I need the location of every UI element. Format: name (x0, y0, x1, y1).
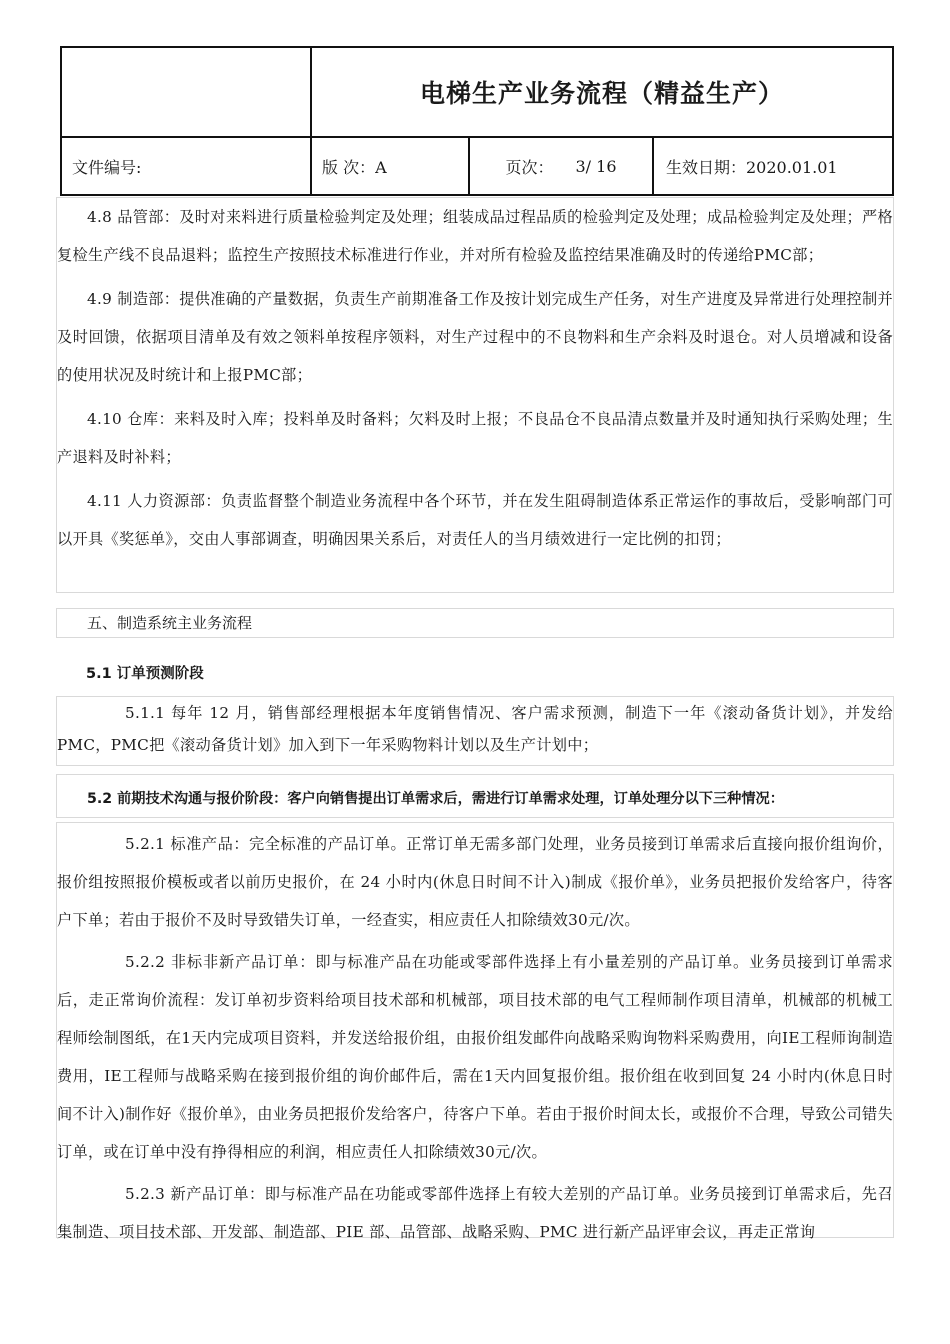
paragraph-5-2-box (56, 822, 894, 1241)
document-header-table (60, 46, 894, 196)
paragraph-5-1-1-box (56, 696, 894, 766)
logo-cell (62, 48, 312, 138)
paragraph-4-9: 4.9 制造部：提供准确的产量数据，负责生产前期准备工作及按计划完成生产任务，对生产进度及异常进行处理控制并及时回馈，依据项目清单及有效之领料单按程序领料，对生产过程中的不良物料和生产余料及时退仓。对人员增减和设备的使用状况及时统计和上报PMC部； (57, 290, 893, 384)
section-5-box (56, 608, 894, 638)
page-value: 3/ 16 (575, 156, 617, 176)
version-label: 版 次：A (312, 138, 470, 194)
file-number-label: 文件编号: (62, 138, 312, 194)
page-indicator (470, 138, 654, 194)
effective-date: 生效日期：2020.01.01 (666, 157, 838, 177)
paragraph-5-1-1: 5.1.1 每年 12 月，销售部经理根据本年度销售情况、客户需求预测，制造下一年《滚动备货计划》，并发给PMC，PMC把《滚动备货计划》加入到下一年采购物料计划以及生产计划中； (57, 704, 893, 754)
heading-5-2: 5.2 前期技术沟通与报价阶段：客户向销售提出订单需求后，需进行订单需求处理，订单处理分以下三种情况： (87, 791, 784, 807)
heading-5-1: 5.1 订单预测阶段 (86, 666, 204, 682)
document-title: 电梯生产业务流程（精益生产） (312, 48, 892, 138)
section-5-title: 五、制造系统主业务流程 (87, 614, 253, 632)
page-label: 页次： (505, 157, 554, 177)
paragraph-4-10: 4.10 仓库：来料及时入库；投料单及时备料；欠料及时上报；不良品仓不良品清点数量并及时通知执行采购处理；生产退料及时补料； (57, 410, 893, 466)
responsibilities-box (56, 197, 894, 593)
paragraph-5-2-3: 5.2.3 新产品订单：即与标准产品在功能或零部件选择上有较大差别的产品订单。业务员接到订单需求后，先召集制造、项目技术部、开发部、制造部、PIE 部、品管部、战略采购、PMC 进行新产品评审会议，再走正常询 (57, 1185, 893, 1241)
paragraph-5-2-1: 5.2.1 标准产品：完全标准的产品订单。正常订单无需多部门处理，业务员接到订单需求后直接向报价组询价，报价组按照报价模板或者以前历史报价，在 24 小时内(休息日时间不计入)制成《报价单》，业务员把报价发给客户，待客户下单；若由于报价不及时导致错失订单，一经查实，相应责任人扣除绩效30元/次。 (57, 835, 893, 929)
paragraph-5-2-2: 5.2.2 非标非新产品订单：即与标准产品在功能或零部件选择上有小量差别的产品订单。业务员接到订单需求后，走正常询价流程：发订单初步资料给项目技术部和机械部，项目技术部的电气工程师制作项目清单，机械部的机械工程师绘制图纸，在1天内完成项目资料，并发送给报价组，由报价组发邮件向战略采购询物料采购费用，向IE工程师询制造费用，IE工程师与战略采购在接到报价组的询价邮件后，需在1天内回复报价组。报价组在收到回复 24 小时内(休息日时间不计入)制作好《报价单》，由业务员把报价发给客户，待客户下单。若由于报价时间太长，或报价不合理，导致公司错失订单，或在订单中没有挣得相应的利润，相应责任人扣除绩效30元/次。 (57, 953, 893, 1161)
heading-5-2-box (56, 774, 894, 818)
paragraph-4-11: 4.11 人力资源部：负责监督整个制造业务流程中各个环节，并在发生阻碍制造体系正常运作的事故后，受影响部门可以开具《奖惩单》，交由人事部调查，明确因果关系后，对责任人的当月绩效进行一定比例的扣罚； (57, 492, 893, 548)
paragraph-4-8: 4.8 品管部：及时对来料进行质量检验判定及处理；组装成品过程品质的检验判定及处理；成品检验判定及处理；严格复检生产线不良品退料；监控生产按照技术标准进行作业，并对所有检验及监控结果准确及时的传递给PMC部； (57, 208, 893, 264)
